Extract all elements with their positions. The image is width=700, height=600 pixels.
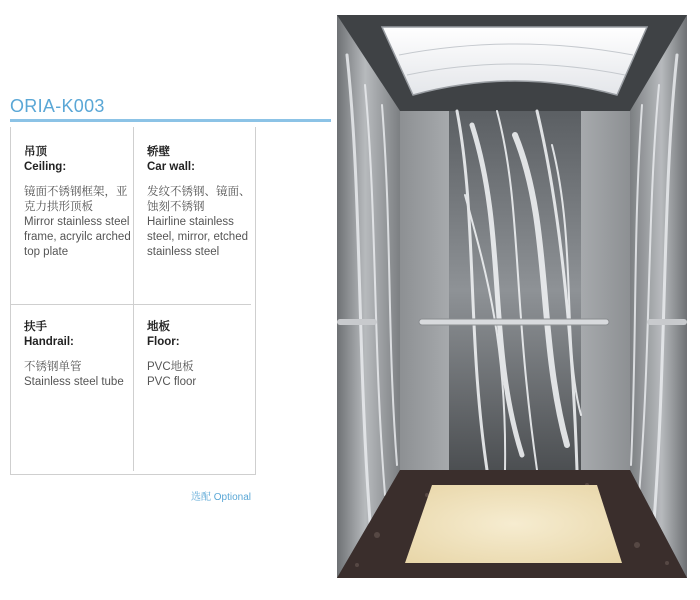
spec-car-wall — [147, 145, 255, 260]
spec-handrail-desc-zh: 不锈钢单管 — [24, 361, 82, 373]
spec-ceiling-desc-en: Mirror stainless steel frame, acryilc arched top plate — [24, 216, 131, 258]
spec-table — [10, 127, 256, 475]
spec-floor-label-zh: 地板 — [147, 321, 170, 333]
row-divider — [11, 304, 251, 305]
spec-floor-label-en: Floor: — [147, 336, 180, 348]
spec-handrail-label-zh: 扶手 — [24, 321, 47, 333]
spec-handrail-label-en: Handrail: — [24, 336, 74, 348]
spec-ceiling-desc-zh: 镜面不锈钢框架，亚克力拱形顶板 — [24, 186, 128, 213]
spec-handrail-desc-en: Stainless steel tube — [24, 376, 124, 388]
spec-car-wall-label-en: Car wall: — [147, 161, 195, 173]
spec-ceiling-label-zh: 吊顶 — [24, 146, 47, 158]
spec-car-wall-label-zh: 轿壁 — [147, 146, 170, 158]
spec-handrail — [24, 320, 136, 390]
spec-floor-desc-zh: PVC地板 — [147, 361, 194, 373]
optional-note: 选配 Optional — [191, 492, 252, 503]
spec-ceiling — [24, 145, 136, 260]
spec-floor — [147, 320, 259, 390]
spec-car-wall-desc-en: Hairline stainless steel, mirror, etched stainless steel — [147, 216, 248, 258]
title-rule — [10, 119, 331, 122]
model-title: ORIA-K003 — [10, 96, 105, 116]
spec-car-wall-desc-zh: 发纹不锈钢、镜面、蚀刻不锈钢 — [147, 186, 251, 213]
elevator-cabin-photo — [337, 15, 687, 578]
spec-ceiling-label-en: Ceiling: — [24, 161, 67, 173]
spec-floor-desc-en: PVC floor — [147, 376, 197, 388]
